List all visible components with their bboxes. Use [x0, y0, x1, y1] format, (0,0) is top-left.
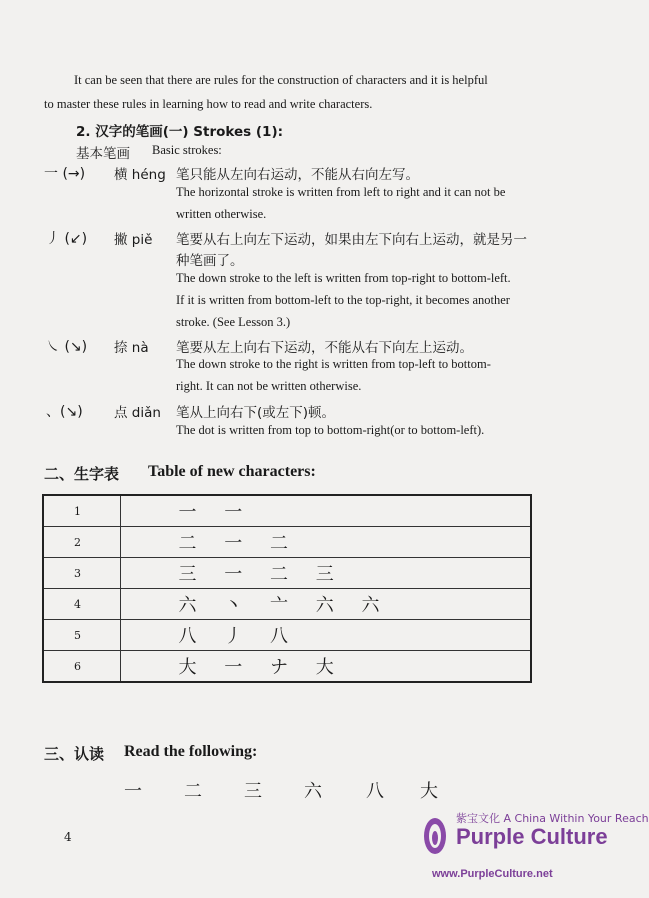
stroke-step: 二	[269, 564, 288, 585]
stroke-desc-zh-pie-2: 种笔画了。	[176, 253, 244, 269]
stroke-name-dian: 点 diǎn	[114, 405, 161, 421]
stroke-step: 大	[178, 657, 197, 678]
stroke-order	[120, 495, 531, 527]
stroke-symbol-na: ㇏ (↘)	[46, 339, 88, 355]
new-characters-table	[42, 494, 532, 683]
stroke-step: 八	[178, 626, 197, 647]
row-number: 2	[43, 527, 120, 558]
logo-url: www.PurpleCulture.net	[432, 868, 553, 880]
stroke-order	[120, 589, 531, 620]
intro-line-2: to master these rules in learning how to read and write characters.	[44, 97, 373, 111]
stroke-desc-zh-pie-1: 笔要从右上向左下运动，如果由左下向右上运动，就是另一	[176, 232, 527, 248]
row-number: 3	[43, 558, 120, 589]
stroke-symbol-heng: 一 (→)	[44, 166, 86, 182]
stroke-step: 大	[315, 657, 334, 678]
stroke-name-na: 捺 nà	[114, 340, 149, 356]
read-heading-en: Read the following:	[124, 743, 258, 760]
stroke-step: 八	[269, 626, 288, 647]
stroke-step: 三	[315, 564, 334, 585]
stroke-symbol-pie: 丿 (↙)	[46, 231, 88, 247]
stroke-step: 一	[178, 502, 197, 523]
intro-line-1: It can be seen that there are rules for the construction of characters and it is helpful	[74, 73, 488, 87]
stroke-desc-en-pie-2: If it is written from bottom-left to the top-right, it becomes another	[176, 293, 510, 307]
stroke-order	[120, 527, 531, 558]
new-chars-heading-en: Table of new characters:	[148, 463, 316, 480]
stroke-desc-en-dian: The dot is written from top to bottom-right(or to bottom-left).	[176, 423, 485, 437]
row-number: 4	[43, 589, 120, 620]
stroke-desc-zh-heng: 笔只能从左向右运动，不能从右向左写。	[176, 167, 419, 183]
stroke-desc-en-heng-1: The horizontal stroke is written from left to right and it can not be	[176, 185, 506, 199]
stroke-step: ナ	[269, 657, 288, 678]
row-number: 6	[43, 651, 120, 683]
stroke-desc-en-heng-2: written otherwise.	[176, 207, 267, 221]
stroke-step: 三	[178, 564, 197, 585]
stroke-symbol-dian: 、(↘)	[46, 404, 83, 420]
stroke-step: 二	[178, 533, 197, 554]
table-row	[43, 620, 531, 651]
stroke-desc-en-pie-1: The down stroke to the left is written from top-right to bottom-left.	[176, 271, 511, 285]
read-char: 一	[124, 781, 142, 802]
stroke-step: 六	[361, 595, 380, 616]
table-row	[43, 558, 531, 589]
table-row	[43, 527, 531, 558]
stroke-desc-en-pie-3: stroke. (See Lesson 3.)	[176, 315, 291, 329]
page-number: 4	[64, 830, 72, 844]
logo-name: Purple Culture	[456, 824, 608, 849]
stroke-order	[120, 620, 531, 651]
stroke-step: 丿	[224, 626, 243, 647]
row-number: 5	[43, 620, 120, 651]
logo-tagline: 紫宝文化 A China Within Your Reach	[456, 812, 649, 825]
stroke-order	[120, 651, 531, 683]
lotus-icon	[418, 814, 452, 864]
table-row	[43, 495, 531, 527]
read-char: 大	[420, 781, 438, 802]
basic-strokes-zh: 基本笔画	[76, 146, 130, 162]
read-char: 八	[366, 781, 384, 802]
stroke-step: 二	[269, 533, 288, 554]
stroke-step: 六	[315, 595, 334, 616]
stroke-step: 一	[224, 657, 243, 678]
stroke-order	[120, 558, 531, 589]
new-chars-heading-zh: 二、生字表	[44, 465, 120, 483]
stroke-name-pie: 撇 piě	[114, 232, 153, 248]
read-char: 二	[184, 781, 202, 802]
stroke-step: 一	[224, 533, 243, 554]
stroke-step: 一	[224, 502, 243, 523]
table-row	[43, 589, 531, 620]
row-number: 1	[43, 495, 120, 527]
read-heading-zh: 三、认读	[44, 745, 105, 763]
table-row	[43, 651, 531, 683]
stroke-step: 一	[224, 564, 243, 585]
stroke-step: 亠	[269, 595, 288, 616]
read-char: 六	[304, 781, 322, 802]
stroke-desc-zh-dian: 笔从上向右下(或左下)顿。	[176, 405, 336, 421]
stroke-desc-en-na-1: The down stroke to the right is written from top-left to bottom-	[176, 357, 491, 371]
stroke-name-heng: 横 héng	[114, 167, 166, 183]
stroke-desc-zh-na: 笔要从左上向右下运动，不能从右下向左上运动。	[176, 340, 473, 356]
basic-strokes-en: Basic strokes:	[152, 143, 222, 157]
purple-culture-logo	[408, 806, 649, 890]
section-strokes-heading: 2. 汉字的笔画(一) Strokes (1):	[76, 124, 284, 140]
stroke-desc-en-na-2: right. It can not be written otherwise.	[176, 379, 362, 393]
stroke-step: 六	[178, 595, 197, 616]
read-char: 三	[244, 781, 262, 802]
stroke-step: 丶	[224, 595, 243, 616]
